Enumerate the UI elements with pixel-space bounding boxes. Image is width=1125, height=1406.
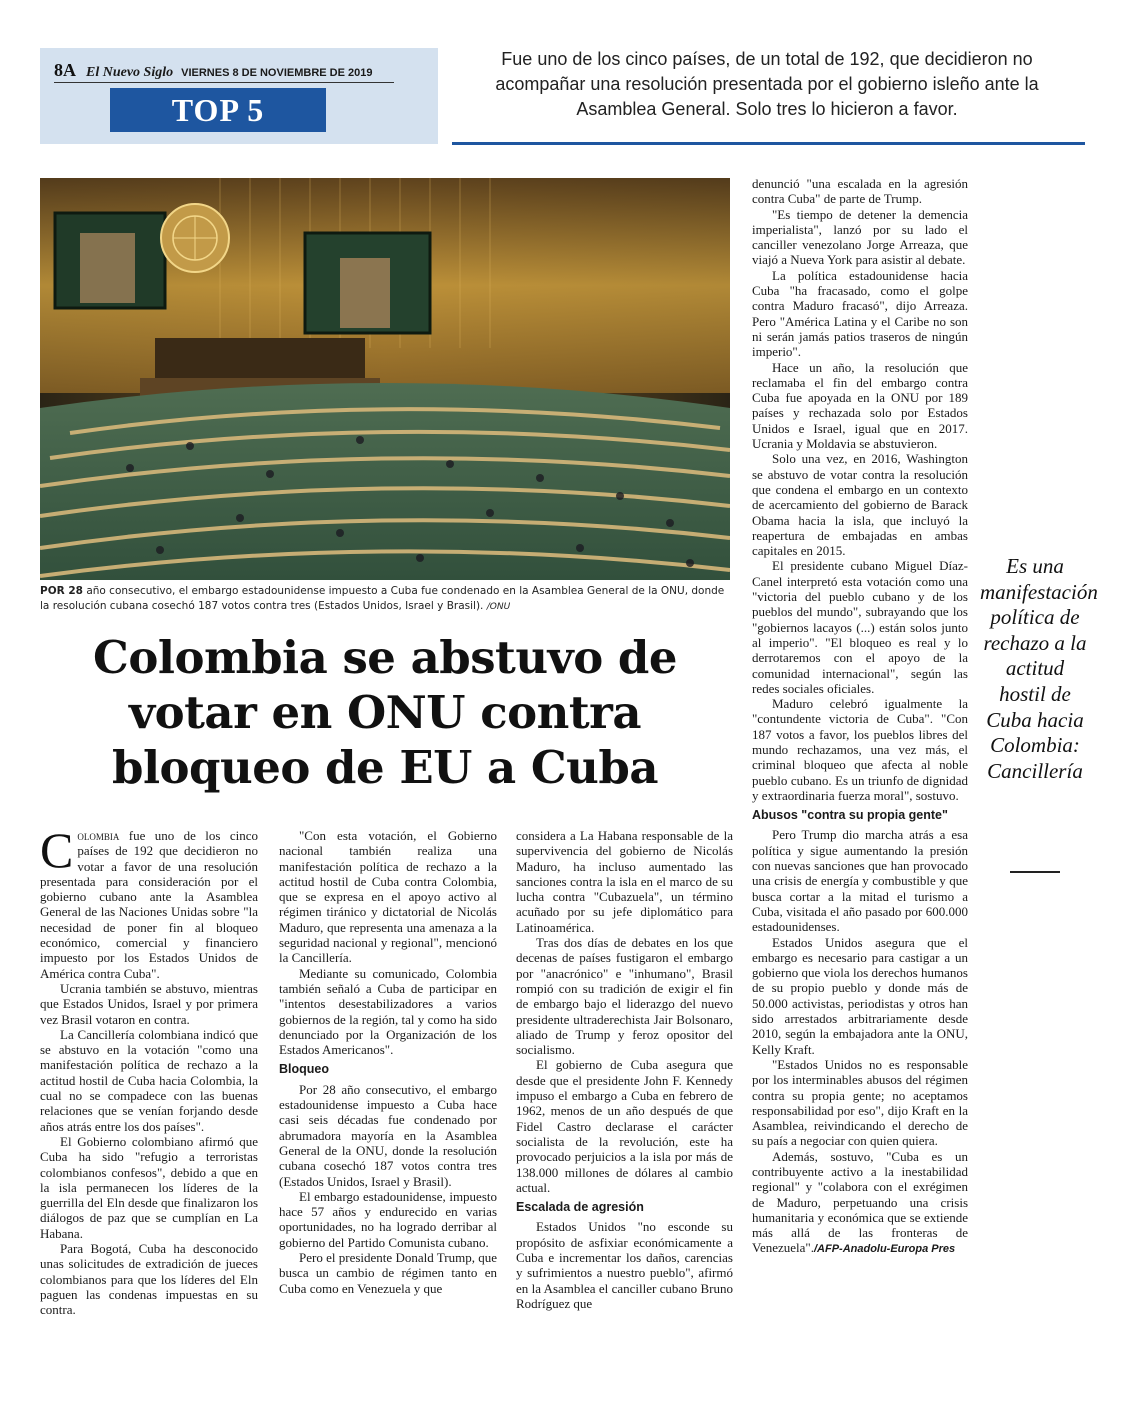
deck-text: Fue uno de los cinco países, de un total de 192, que decidieron no acompañar una resolución presentada por el gobierno isleño ante la Asamblea General. Solo tres lo hicieron a favor. xyxy=(495,49,1039,119)
paragraph: Para Bogotá, Cuba ha desconocido unas solicitudes de extradición de jueces colombianos para que los líderes del Eln paguen las condenas impuestas en su contra. xyxy=(40,1241,258,1318)
paragraph: Mediante su comunicado, Colombia también señaló a Cuba de participar en "intentos desestabilizadores a varios gobiernos de la región, tal y como ha sido denunciado por la Organización de los Estados Americanos". xyxy=(279,965,497,1058)
paragraph: denunció "una escalada en la agresión contra Cuba" de parte de Trump. xyxy=(752,176,968,207)
caption-lead: POR 28 xyxy=(40,585,83,597)
paragraph: considera a La Habana responsable de la supervivencia del gobierno de Nicolás Maduro, ha incluso aumentado las sanciones contra la isla en el marco de su lucha contra "Cubazuela", un término acuñado por su jefe diplomático para Latinoamérica. xyxy=(516,828,733,935)
article-column-2 xyxy=(279,828,497,1296)
paragraph: Por 28 año consecutivo, el embargo estadounidense impuesto a Cuba hace casi seis décadas fue condenado por abrumadora mayoría en la Asamblea General de la ONU, donde la resolución cubana cosechó 187 votos contra tres (Estados Unidos, Israel y Brasil). xyxy=(279,1081,497,1189)
paragraph: Pero el presidente Donald Trump, que busca un cambio de régimen tanto en Cuba como en Venezuela y que xyxy=(279,1250,497,1296)
paragraph: "Estados Unidos no es responsable por los interminables abusos del régimen contra su propia gente; no aceptamos responsabilidad por eso", dijo Kraft en la Asamblea, reivindicando el derecho de su país a negociar con quien quiera. xyxy=(752,1056,968,1149)
section-label: TOP 5 xyxy=(110,88,326,132)
pull-quote: Es una manifestación política de rechazo a la actitud hostil de Cuba hacia Colombia: Cancillería xyxy=(980,554,1098,783)
headline: Colombia se abstuvo de votar en ONU contra bloqueo de EU a Cuba xyxy=(93,631,677,794)
lead-word: olombia xyxy=(77,828,120,843)
paragraph: Maduro celebró igualmente la "contundente victoria de Cuba". "Con 187 votos a favor, los pueblos libres del mundo rechazamos, una vez más, el criminal bloqueo que afecta al noble pueblo cubano. Es un triunfo de dignidad y extraordinaria fuerza moral", sostuvo. xyxy=(752,696,968,803)
paragraph: Tras dos días de debates en los que decenas de países fustigaron el embargo por "anacrónico" e "inhumano", Brasil rompió con su tradición de exigir el fin de embargo bajo el liderazgo del nuevo presidente ultraderechista Jair Bolsonaro, aliado de Trump y feroz opositor del socialismo. xyxy=(516,935,733,1058)
paragraph: "Es tiempo de detener la demencia imperialista", lanzó por su lado el canciller venezolano Jorge Arreaza, que viajó a Nueva York para asistir al debate. xyxy=(752,206,968,268)
paragraph: El gobierno de Cuba asegura que desde que el presidente John F. Kennedy impuso el embargo a Cuba en febrero de 1962, menos de un año después de que Fidel Castro declarase el carácter socialista de la revolución, este ha provocado perjuicios a la isla por más de 138.000 millones de dólares al cambio actual. xyxy=(516,1057,733,1195)
article-column-3 xyxy=(516,828,733,1311)
photo-caption xyxy=(40,584,730,615)
subhead: Abusos "contra su propia gente" xyxy=(752,808,948,823)
paragraph: Pero Trump dio marcha atrás a esa política y sigue aumentando la presión con nuevas sanciones que han provocado una crisis de energía y combustible y que busca cortar a la mitad el turismo a Cuba, visitada el año pasado por 600.000 estadounidenses. xyxy=(752,827,968,935)
caption-credit: /ONU xyxy=(486,602,511,612)
page-number: 8A xyxy=(54,60,76,80)
paragraph: El presidente cubano Miguel Díaz-Canel interpretó esta votación como una "victoria del pueblo cubano y de los pueblos del mundo", subrayando que los "gobiernos lacayos (...) están solos junto al imperio". "El bloqueo es real y lo derrotaremos con el apoyo de la comunidad internacional", según las redes sociales oficiales. xyxy=(752,558,968,696)
paragraph-text: Además, sostuvo, "Cuba es un contribuyente activo a la inestabilidad regional" y "colabora con el exrégimen de Maduro, perpetuando una crisis humanitaria y económica que se extiende más allá de las fronteras de Venezuela". xyxy=(752,1148,968,1256)
paragraph: "Con esta votación, el Gobierno nacional también realiza una manifestación política de rechazo a la actitud hostil de Cuba contra Colombia, que se expresa en el apoyo activo al régimen tiránico y dictatorial de Nicolás Maduro, que representa una amenaza a la seguridad nacional y regional", mencionó la Cancillería. xyxy=(279,828,497,966)
subhead: Bloqueo xyxy=(279,1062,329,1077)
byline-credit: /AFP-Anadolu-Europa Pres xyxy=(813,1243,956,1256)
paragraph: Hace un año, la resolución que reclamaba el fin del embargo contra Cuba fue apoyada en la ONU por 189 países y rechazada solo por Estados Unidos e Israel, igual que en 2017. Ucrania y Moldavia se abstuvieron. xyxy=(752,359,968,452)
paragraph xyxy=(752,1149,968,1258)
issue-date: VIERNES 8 DE NOVIEMBRE DE 2019 xyxy=(181,67,373,79)
paper-name: El Nuevo Siglo xyxy=(86,65,174,80)
paragraph xyxy=(40,822,258,981)
un-general-assembly-hall-photo xyxy=(40,178,730,580)
paragraph: El Gobierno colombiano afirmó que Cuba ha sido "refugio a terroristas colombianos confesos", debido a que en la isla permanecen los líderes de la guerrilla del Eln desde que finalizaron los diálogos de paz que se cumplían en La Habana. xyxy=(40,1133,258,1241)
paragraph: Estados Unidos asegura que el embargo es necesario para castigar a un gobierno que viola los derechos humanos de su propio pueblo y donde más de 50.000 activistas, periodistas y otros han sido arrestados arbitrariamente desde 2010, según la embajadora ante la ONU, Kelly Kraft. xyxy=(752,934,968,1057)
pull-quote-rule xyxy=(1010,871,1060,873)
deck-rule xyxy=(452,142,1085,145)
paragraph: El embargo estadounidense, impuesto hace 57 años y endurecido en varias oportunidades, no ha logrado derribar al gobierno del Partido Comunista cubano. xyxy=(279,1188,497,1250)
paragraph: Solo una vez, en 2016, Washington se abstuvo de votar contra la resolución que condena el embargo en un contexto de acercamiento del gobierno de Barack Obama hacia la isla, que incluyó la reapertura de embajadas en ambas capitales en 2015. xyxy=(752,451,968,559)
paragraph: La Cancillería colombiana indicó que se abstuvo en la votación "como una manifestación política de rechazo a la actitud hostil de Cuba hacia Colombia, la cual no se compadece con las buenas relaciones que se venían forjando desde años atrás entre los dos países". xyxy=(40,1026,258,1134)
article-column-1 xyxy=(40,822,258,1318)
paragraph-text: fue uno de los cinco países de 192 que decidieron no votar a favor de una resolución presentada para consideración por el gobierno cubano ante la Asamblea General de las Naciones Unidas sobre "la necesidad de poner fin al bloqueo económico, comercial y financiero impuesto por los Estados Unidos de América contra Cuba". xyxy=(40,828,258,981)
subhead: Escalada de agresión xyxy=(516,1200,644,1215)
masthead-line xyxy=(54,60,394,83)
caption-text: año consecutivo, el embargo estadounidense impuesto a Cuba fue condenado en la Asamblea General de la ONU, donde la resolución cubana cosechó 187 votos contra tres (Estados Unidos, Israel y Brasil). xyxy=(40,585,725,612)
paragraph: Estados Unidos "no esconde su propósito de asfixiar económicamente a Cuba e incrementar los daños, carencias y sufrimientos a nuestro pueblo", afirmó en la Asamblea el canciller cubano Bruno Rodríguez que xyxy=(516,1219,733,1311)
drop-cap: C xyxy=(40,822,74,878)
paragraph: Ucrania también se abstuvo, mientras que Estados Unidos, Israel y por primera vez Brasil votaron en contra. xyxy=(40,980,258,1027)
article-column-4 xyxy=(752,176,968,1258)
paragraph: La política estadounidense hacia Cuba "ha fracasado, como el golpe contra Maduro fracasó", dijo Arreaza. Pero "América Latina y el Caribe no son ni serán jamás patios traseros de ningún imperio". xyxy=(752,267,968,360)
